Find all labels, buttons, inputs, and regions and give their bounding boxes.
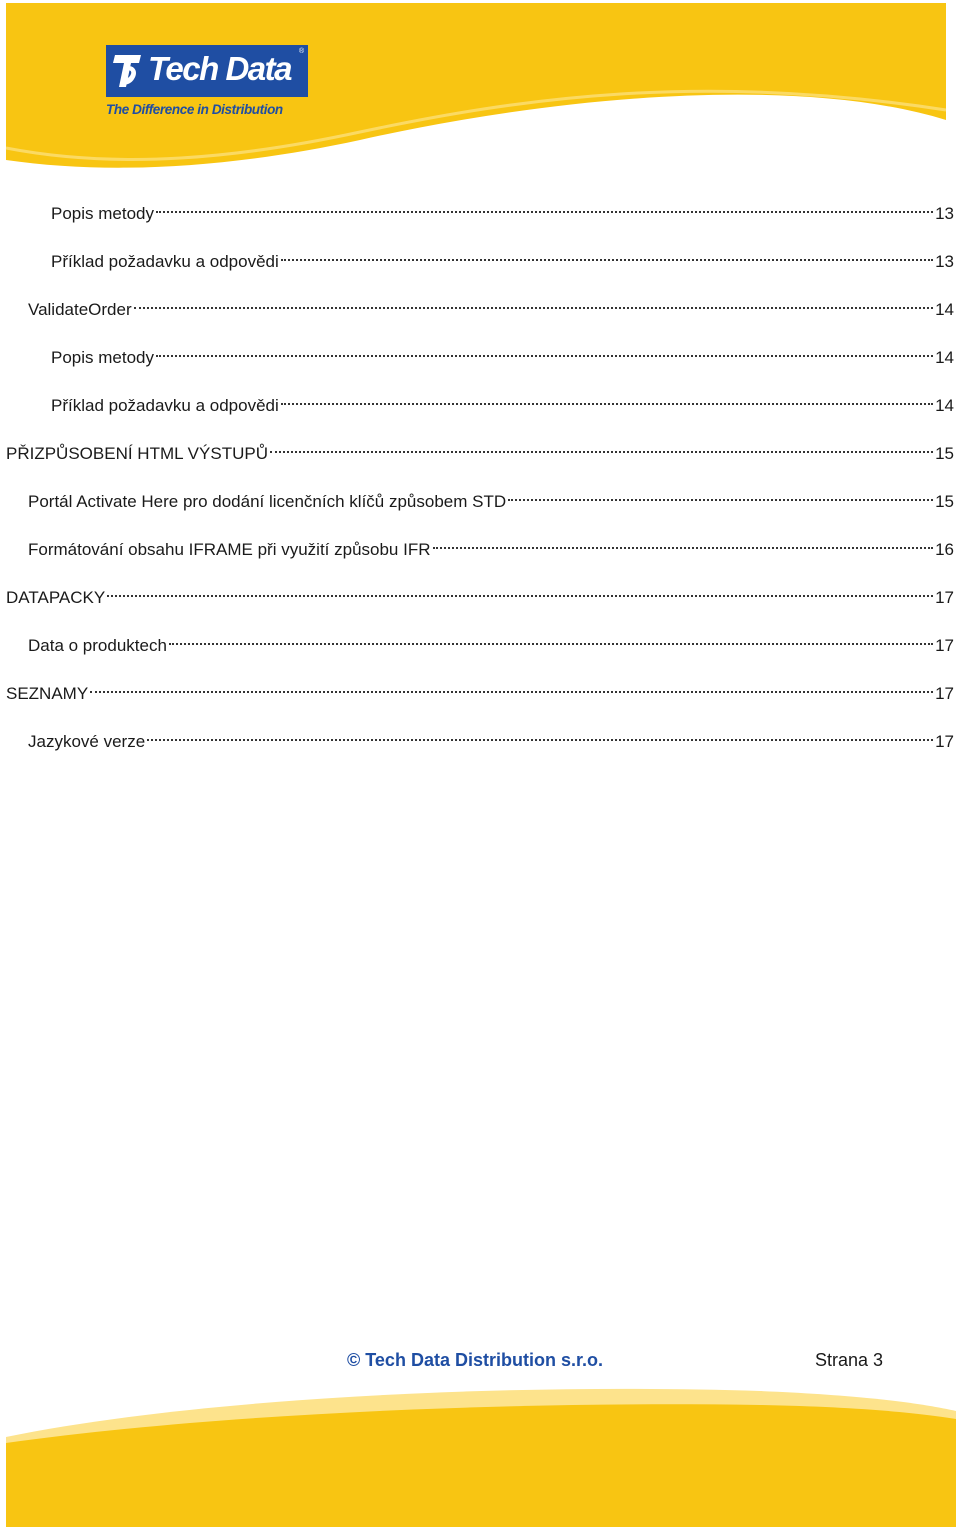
- toc-entry-page: 17: [935, 636, 954, 655]
- toc-entry-page: 17: [935, 684, 954, 703]
- toc-entry-label: Popis metody: [51, 348, 154, 367]
- toc-leader-dots: [270, 435, 933, 459]
- toc-leader-dots: [90, 675, 933, 699]
- toc-entry-label: Data o produktech: [28, 636, 167, 655]
- toc-entry-label: SEZNAMY: [6, 684, 89, 703]
- toc-entry[interactable]: [28, 627, 954, 655]
- toc-leader-dots: [156, 339, 933, 363]
- toc-entry-label: Jazykové verze: [28, 732, 146, 751]
- footer-banner: [0, 1385, 960, 1535]
- toc-entry-page: 17: [935, 588, 954, 607]
- toc-entry[interactable]: [6, 675, 954, 703]
- toc-entry-label: Příklad požadavku a odpovědi: [51, 252, 279, 271]
- footer-copyright: © Tech Data Distribution s.r.o.: [347, 1350, 603, 1370]
- toc-leader-dots: [169, 627, 933, 651]
- toc-entry-page: 15: [935, 444, 954, 463]
- toc-entry-page: 17: [935, 732, 954, 751]
- toc-entry-label: PŘIZPŮSOBENÍ HTML VÝSTUPŮ: [6, 444, 268, 463]
- toc-entry-label: Formátování obsahu IFRAME při využití způsobu IFR: [28, 540, 431, 559]
- toc-entry-page: 15: [935, 492, 954, 511]
- toc-entry[interactable]: [51, 243, 954, 271]
- toc-entry-page: 14: [935, 348, 954, 367]
- toc-leader-dots: [281, 387, 933, 411]
- footer-page-number: Strana 3: [815, 1350, 884, 1370]
- toc-entry-label: DATAPACKY: [6, 588, 106, 607]
- logo-box: [106, 45, 308, 97]
- toc-leader-dots: [433, 531, 934, 555]
- toc-entry-label: Příklad požadavku a odpovědi: [51, 396, 279, 415]
- toc-entry[interactable]: [28, 531, 954, 559]
- toc-leader-dots: [147, 723, 933, 747]
- toc-entry-page: 14: [935, 396, 954, 415]
- toc-entry-label: Popis metody: [51, 204, 154, 223]
- td-mark-icon: [112, 51, 144, 91]
- toc-leader-dots: [281, 243, 933, 267]
- toc-leader-dots: [508, 483, 933, 507]
- toc-entry[interactable]: [51, 339, 954, 367]
- toc-entry-page: 13: [935, 252, 954, 271]
- toc-entry-label: Portál Activate Here pro dodání licenčních klíčů způsobem STD: [28, 492, 507, 511]
- toc-entry-label: ValidateOrder: [28, 300, 132, 319]
- toc-entry[interactable]: [6, 435, 954, 463]
- toc-entry-page: 14: [935, 300, 954, 319]
- logo-tagline: The Difference in Distribution: [106, 102, 283, 117]
- toc-leader-dots: [156, 195, 933, 219]
- toc-entry[interactable]: [6, 579, 954, 607]
- toc-entry[interactable]: [51, 387, 954, 415]
- toc-entry[interactable]: [51, 195, 954, 223]
- toc-leader-dots: [134, 291, 933, 315]
- toc-entry[interactable]: [28, 291, 954, 319]
- tech-data-logo: [106, 45, 308, 120]
- toc-leader-dots: [107, 579, 933, 603]
- logo-registered-mark: ®: [299, 48, 305, 55]
- logo-text: Tech Data: [148, 50, 291, 87]
- toc-entry-page: 13: [935, 204, 954, 223]
- toc-entry[interactable]: [28, 723, 954, 751]
- toc-entry[interactable]: [28, 483, 954, 511]
- toc-entry-page: 16: [935, 540, 954, 559]
